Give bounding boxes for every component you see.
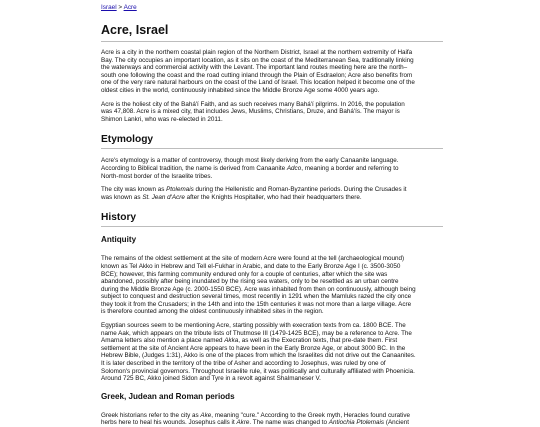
text-fragment: , meaning a border and referring to bbox=[301, 164, 399, 172]
text-fragment: Greek historians refer to the city as bbox=[101, 411, 201, 419]
italic-term: Ake bbox=[200, 411, 212, 419]
text-fragment: during the Hellenistic and Roman-Byzantine periods. During the Crusades it bbox=[193, 186, 407, 194]
text-fragment: herbs here to heal his wounds. Josephus calls it bbox=[101, 419, 237, 427]
text-line: Hebrew Bible, (Judges 1:31), Akko is one of the places from which the Israelites did not drive out the Canaanites. bbox=[101, 352, 416, 360]
text-line: name Aak, which appears on the tribute lists of Thutmose III (1479-1425 BCE), may be a reference to Acre. The bbox=[101, 329, 412, 337]
text-line: Bay. The city occupies an important location, as it sits on the coast of the Mediterranean Sea, traditionally linking bbox=[101, 56, 414, 64]
text-line: BCE); however, this farming community endured only for a couple of centuries, after which the site was bbox=[101, 270, 388, 278]
text-line: Acre's etymology is a matter of controversy, though most likely deriving from the early Canaanite language. bbox=[101, 157, 399, 165]
greek-paragraph-1 bbox=[101, 412, 443, 427]
breadcrumb-separator: > bbox=[118, 4, 123, 11]
subsection-heading-antiquity: Antiquity bbox=[101, 235, 137, 245]
text-line: was 47,808. Acre is a mixed city, that includes Jews, Muslims, Christians, Druze, and Bahá'ís. The mayor is bbox=[101, 108, 400, 116]
text-line: Acre is the holiest city of the Bahá'í Faith, and as such receives many Bahá'í pilgrims. In 2016, the population bbox=[101, 100, 405, 108]
subsection-heading-greek-judean-roman: Greek, Judean and Roman periods bbox=[101, 391, 235, 401]
section-heading-etymology: Etymology bbox=[101, 134, 154, 146]
italic-term: Akre bbox=[236, 419, 250, 427]
text-line: North-most border of the Israelite tribes. bbox=[101, 172, 213, 180]
text-line bbox=[101, 165, 443, 173]
breadcrumb bbox=[101, 0, 443, 12]
text-line: oldest cities in the world, continuously inhabited since the Middle Bronze Age some 4000 years ago. bbox=[101, 86, 380, 94]
antiquity-paragraph-2 bbox=[101, 322, 443, 383]
etymology-paragraph-1 bbox=[101, 157, 443, 180]
text-line: the waterways and commercial activity with the Levant. The important land routes meeting here are the north– bbox=[101, 64, 408, 72]
article bbox=[101, 0, 443, 427]
title-divider bbox=[101, 41, 443, 42]
text-line bbox=[101, 412, 443, 420]
text-line: abandoned, possibly after being inundated by the rising sea waters, only to be resettled as an urban centre bbox=[101, 278, 399, 286]
text-line: The remains of the oldest settlement at the site of modern Acre were found at the tell (archaeological mound) bbox=[101, 255, 405, 263]
page-title: Acre, Israel bbox=[101, 23, 169, 37]
text-line: south one following the coast and the road cutting inland through the Plain of Esdraelon; Acre also benefits from bbox=[101, 71, 413, 79]
breadcrumb-link-acre[interactable]: Acre bbox=[123, 4, 137, 11]
text-line: known as Tel Akko in Hebrew and Tell el-Fukhar in Arabic, and date to the Early Bronze Age I (c. 3500-3050 bbox=[101, 262, 401, 270]
text-line: Egyptian sources seem to be mentioning Acre, starting possibly with execration texts from ca. 1800 BCE. The bbox=[101, 322, 406, 330]
section-divider bbox=[101, 148, 443, 149]
text-line: settlement at the site of Ancient Acre appears to have been in the Early Bronze Age, or about 3000 BC. In the bbox=[101, 344, 406, 352]
text-line bbox=[101, 419, 443, 427]
text-line: during the Middle Bronze Age (c. 2000-1550 BCE). Acre was inhabited from then on continuously, although being bbox=[101, 285, 416, 293]
text-line: one of the very rare natural harbours on the coast of the Land of Israel. This location helped it become one of the bbox=[101, 79, 415, 87]
italic-term: St. Jean d'Acre bbox=[142, 193, 185, 201]
text-fragment: Amarna letters also mention a place named bbox=[101, 337, 225, 345]
section-heading-history: History bbox=[101, 212, 137, 224]
text-fragment: , meaning "cure." According to the Greek myth, Heracles found curative bbox=[211, 411, 410, 419]
text-fragment: , as well as the Execration texts, that pre-date them. First bbox=[238, 337, 398, 345]
section-divider bbox=[101, 226, 443, 227]
text-line: they took it from the Crusaders; in the 14th and into the 15th centuries it was not more than a large village. Acre bbox=[101, 300, 412, 308]
text-fragment: According to Biblical tradition, the name is derived from Canaanite bbox=[101, 164, 287, 172]
italic-term: Adco bbox=[286, 164, 302, 172]
intro-paragraph-1 bbox=[101, 49, 443, 95]
italic-term: Ptolemais bbox=[166, 186, 194, 194]
italic-term: Akka bbox=[224, 337, 239, 345]
text-line: It is later described in the territory of the tribe of Asher and according to Josephus, was ruled by one of bbox=[101, 360, 386, 368]
text-line: is therefore counted among the oldest continuously inhabited sites in the region. bbox=[101, 308, 324, 316]
text-fragment: . The name was changed to bbox=[249, 419, 329, 427]
text-fragment: (Ancient bbox=[384, 419, 409, 427]
etymology-paragraph-2 bbox=[101, 186, 443, 201]
text-line bbox=[101, 186, 443, 194]
text-line: Shimon Lankri, who was re-elected in 2011. bbox=[101, 115, 223, 123]
italic-term: Antiochia Ptolemais bbox=[328, 419, 385, 427]
intro-paragraph-2 bbox=[101, 101, 443, 124]
antiquity-paragraph-1 bbox=[101, 255, 443, 316]
text-fragment: after the Knights Hospitaller, who had their headquarters there. bbox=[184, 193, 362, 201]
text-line: Acre is a city in the northern coastal plain region of the Northern District, Israel at the northern extremity of Haifa bbox=[101, 49, 413, 56]
text-fragment: was known as bbox=[101, 193, 143, 201]
text-line bbox=[101, 337, 443, 345]
text-line: subject to conquest and destruction several times, most recently in 1291 when the Mamluks razed the city once bbox=[101, 293, 412, 301]
text-line: Solomon's provincial governors. Throughout Israelite rule, it was politically and culturally affiliated with Phoenicia. bbox=[101, 367, 415, 375]
text-line: Around 725 BC, Akko joined Sidon and Tyre in a revolt against Shalmaneser V. bbox=[101, 375, 321, 383]
text-fragment: The city was known as bbox=[101, 186, 167, 194]
breadcrumb-link-israel[interactable]: Israel bbox=[101, 4, 117, 11]
text-line bbox=[101, 194, 443, 202]
